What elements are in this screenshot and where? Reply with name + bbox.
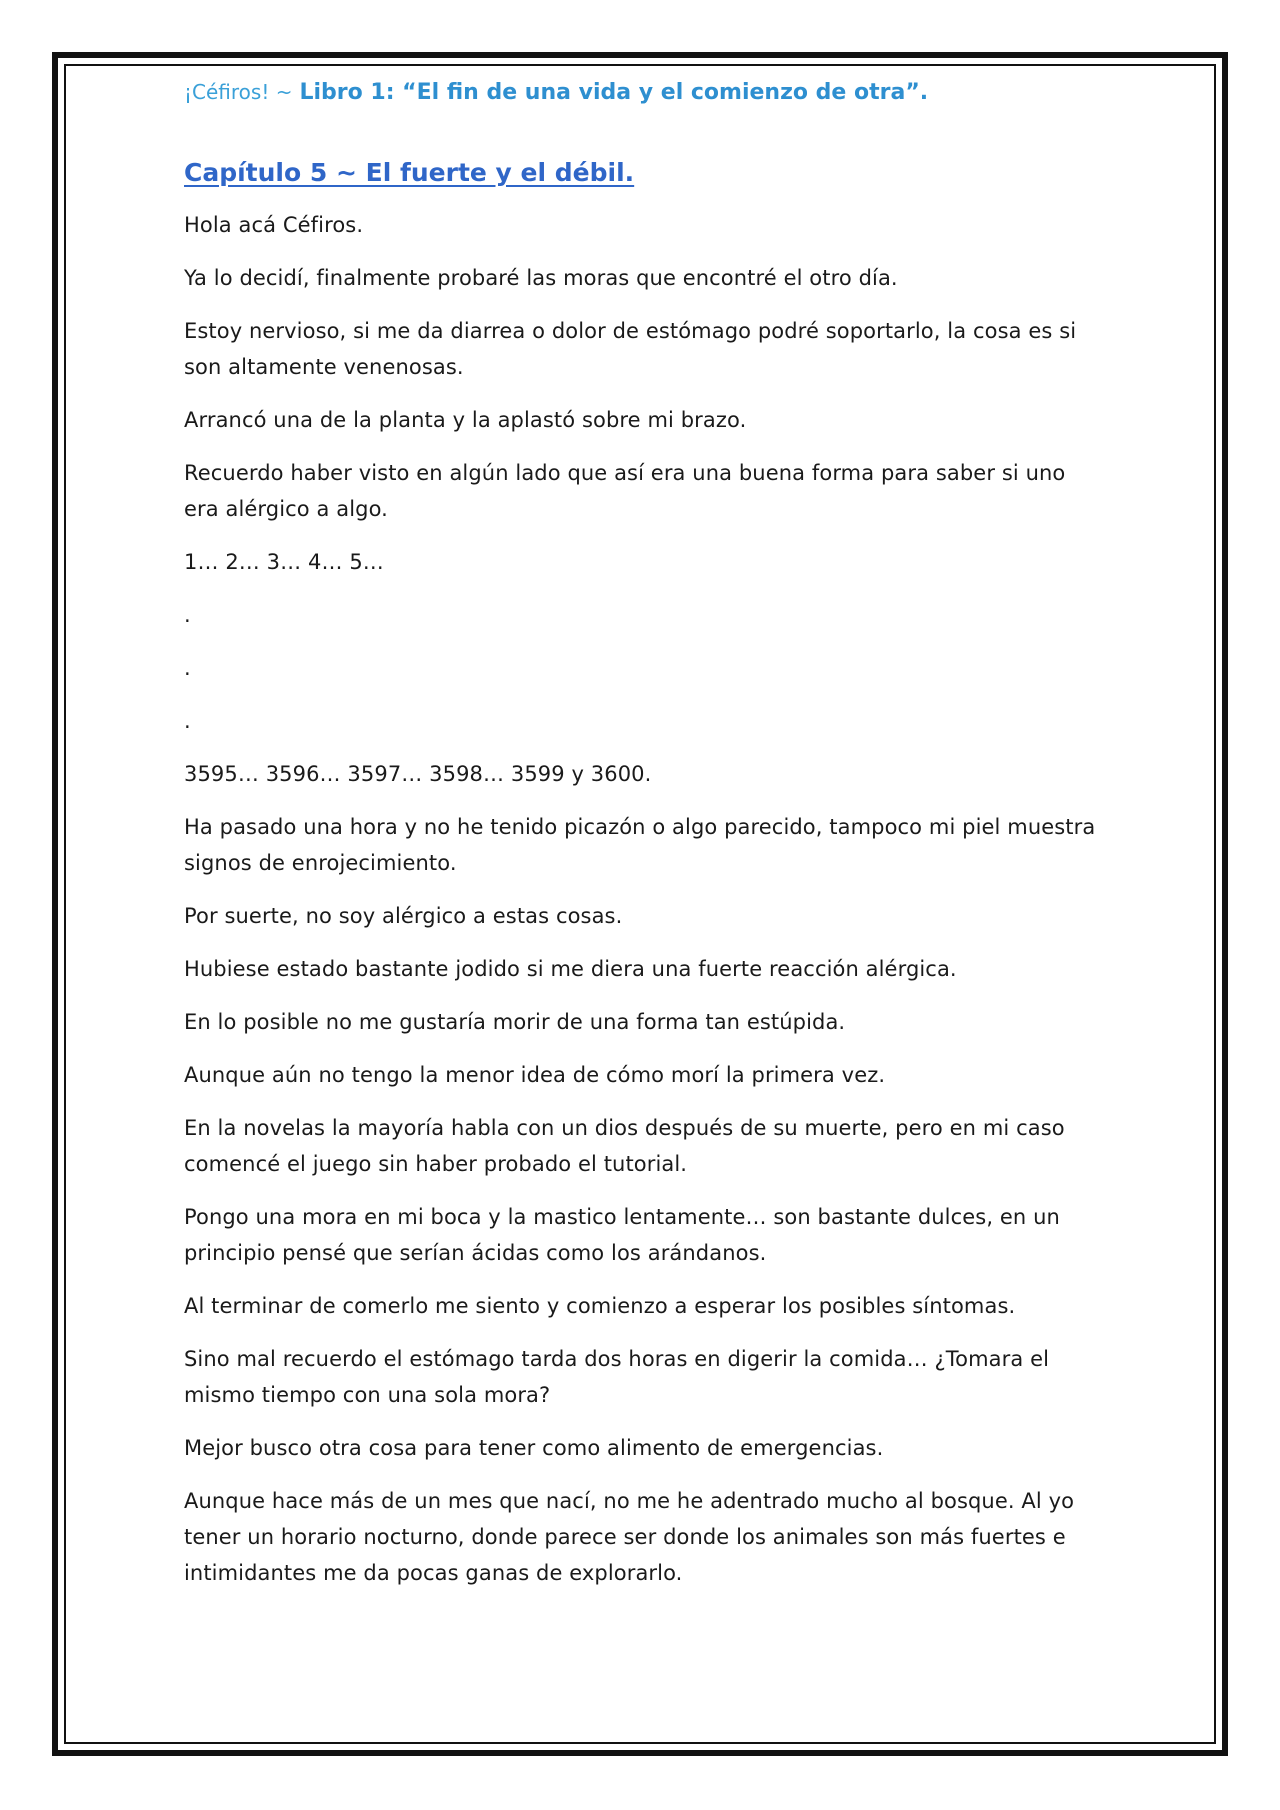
paragraph: Pongo una mora en mi boca y la mastico lentamente… son bastante dulces, en un principio pensé que serían ácidas como los arándanos. — [184, 1205, 1060, 1265]
paragraph: Ha pasado una hora y no he tenido picazón o algo parecido, tampoco mi piel muestra signos de enrojecimiento. — [184, 815, 1096, 875]
paragraph: Hubiese estado bastante jodido si me diera una fuerte reacción alérgica. — [184, 957, 957, 981]
paragraph: . — [184, 709, 191, 733]
paragraph: Arrancó una de la planta y la aplastó sobre mi brazo. — [184, 408, 747, 432]
series-name: ¡Céfiros! ~ — [184, 80, 293, 104]
document-content — [184, 72, 1104, 1608]
paragraph: 3595… 3596… 3597… 3598… 3599 y 3600. — [184, 762, 652, 786]
paragraph: Aunque hace más de un mes que nací, no me he adentrado mucho al bosque. Al yo tener un horario nocturno, donde parece ser donde los animales son más fuertes e intimidantes me da pocas ganas de explorarlo. — [184, 1489, 1075, 1585]
paragraph: Mejor busco otra cosa para tener como alimento de emergencias. — [184, 1436, 884, 1460]
paragraph: Por suerte, no soy alérgico a estas cosas. — [184, 904, 623, 928]
paragraph: En la novelas la mayoría habla con un dios después de su muerte, pero en mi caso comencé el juego sin haber probado el tutorial. — [184, 1116, 1065, 1176]
paragraph: Recuerdo haber visto en algún lado que así era una buena forma para saber si uno era alérgico a algo. — [184, 461, 1066, 521]
paragraph: Sino mal recuerdo el estómago tarda dos horas en digerir la comida… ¿Tomara el mismo tiempo con una sola mora? — [184, 1347, 1050, 1407]
paragraph: Ya lo decidí, finalmente probaré las moras que encontré el otro día. — [184, 266, 898, 290]
paragraph: Hola acá Céfiros. — [184, 213, 364, 237]
chapter-title: Capítulo 5 ~ El fuerte y el débil. — [184, 158, 635, 187]
book-title: Libro 1: “El fin de una vida y el comienzo de otra”. — [299, 80, 929, 105]
running-header — [184, 72, 1104, 113]
paragraph: 1… 2… 3… 4… 5… — [184, 550, 384, 574]
paragraph: Estoy nervioso, si me da diarrea o dolor de estómago podré soportarlo, la cosa es si son altamente venenosas. — [184, 319, 1077, 379]
paragraph: En lo posible no me gustaría morir de una forma tan estúpida. — [184, 1010, 846, 1034]
paragraph: Aunque aún no tengo la menor idea de cómo morí la primera vez. — [184, 1063, 886, 1087]
paragraph: . — [184, 656, 191, 680]
paragraph: . — [184, 603, 191, 627]
chapter-body — [184, 207, 1104, 1591]
paragraph: Al terminar de comerlo me siento y comienzo a esperar los posibles síntomas. — [184, 1294, 1016, 1318]
